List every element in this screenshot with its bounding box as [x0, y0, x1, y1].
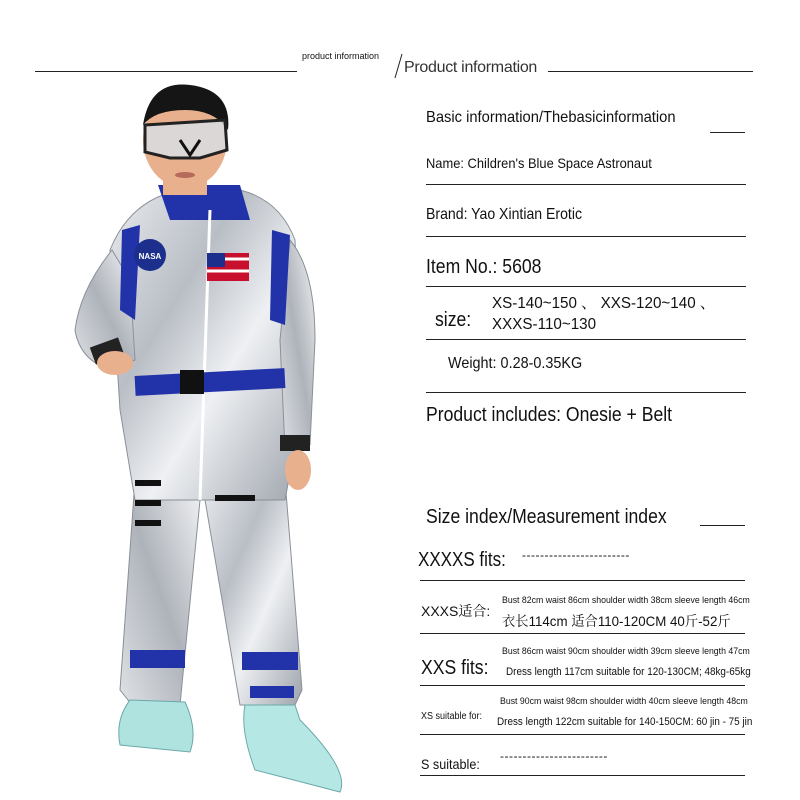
divider [426, 286, 746, 287]
product-name: Name: Children's Blue Space Astronaut [426, 155, 652, 171]
divider [426, 339, 746, 340]
size-label: size: [435, 309, 472, 331]
divider [420, 775, 745, 776]
size-row-label: XXS fits: [421, 657, 489, 679]
divider [420, 685, 745, 686]
basic-info-heading: Basic information/Thebasicinformation [426, 109, 676, 126]
product-photo [40, 80, 380, 800]
size-line-1: XS-140~150 、 XXS-120~140 、 [492, 295, 716, 312]
header-small-label: product information [302, 51, 380, 61]
size-row-detail: Bust 82cm waist 86cm shoulder width 38cm sleeve length 46cm [502, 595, 750, 606]
size-row-detail-2: Dress length 117cm suitable for 120-130CM; 48kg-65kg [506, 666, 751, 678]
product-includes: Product includes: Onesie + Belt [426, 404, 673, 426]
header-rule-left [35, 71, 297, 72]
size-row-detail: Bust 86cm waist 90cm shoulder width 39cm sleeve length 47cm [502, 646, 750, 657]
size-row-label: XXXXS fits: [418, 549, 506, 571]
divider [426, 236, 746, 237]
size-row-label: S suitable: [421, 756, 480, 772]
size-row-detail: ------------------------ [500, 749, 608, 763]
divider [420, 633, 745, 634]
header-rule-right [548, 71, 753, 72]
divider [420, 580, 745, 581]
weight: Weight: 0.28-0.35KG [448, 355, 583, 372]
item-number: Item No.: 5608 [426, 256, 542, 278]
divider [426, 392, 746, 393]
divider [420, 734, 745, 735]
basic-info-underline [710, 132, 745, 133]
size-row-detail: ------------------------ [522, 548, 630, 562]
size-index-underline [700, 525, 745, 526]
size-line-2: XXXS-110~130 [492, 316, 597, 333]
size-row-label: XXXS适合: [421, 603, 491, 619]
size-index-heading: Size index/Measurement index [426, 506, 667, 528]
brand: Brand: Yao Xintian Erotic [426, 206, 583, 223]
size-row-label: XS suitable for: [421, 711, 483, 722]
size-row-detail: Bust 90cm waist 98cm shoulder width 40cm sleeve length 48cm [500, 696, 748, 707]
divider [426, 184, 746, 185]
size-row-detail-2: Dress length 122cm suitable for 140-150CM: 60 jin - 75 jin [497, 716, 753, 728]
size-row-detail-2: 衣长114cm 适合110-120CM 40斤-52斤 [502, 613, 731, 629]
nasa-patch-text: NASA [138, 252, 162, 261]
header-title: Product information [404, 59, 538, 76]
